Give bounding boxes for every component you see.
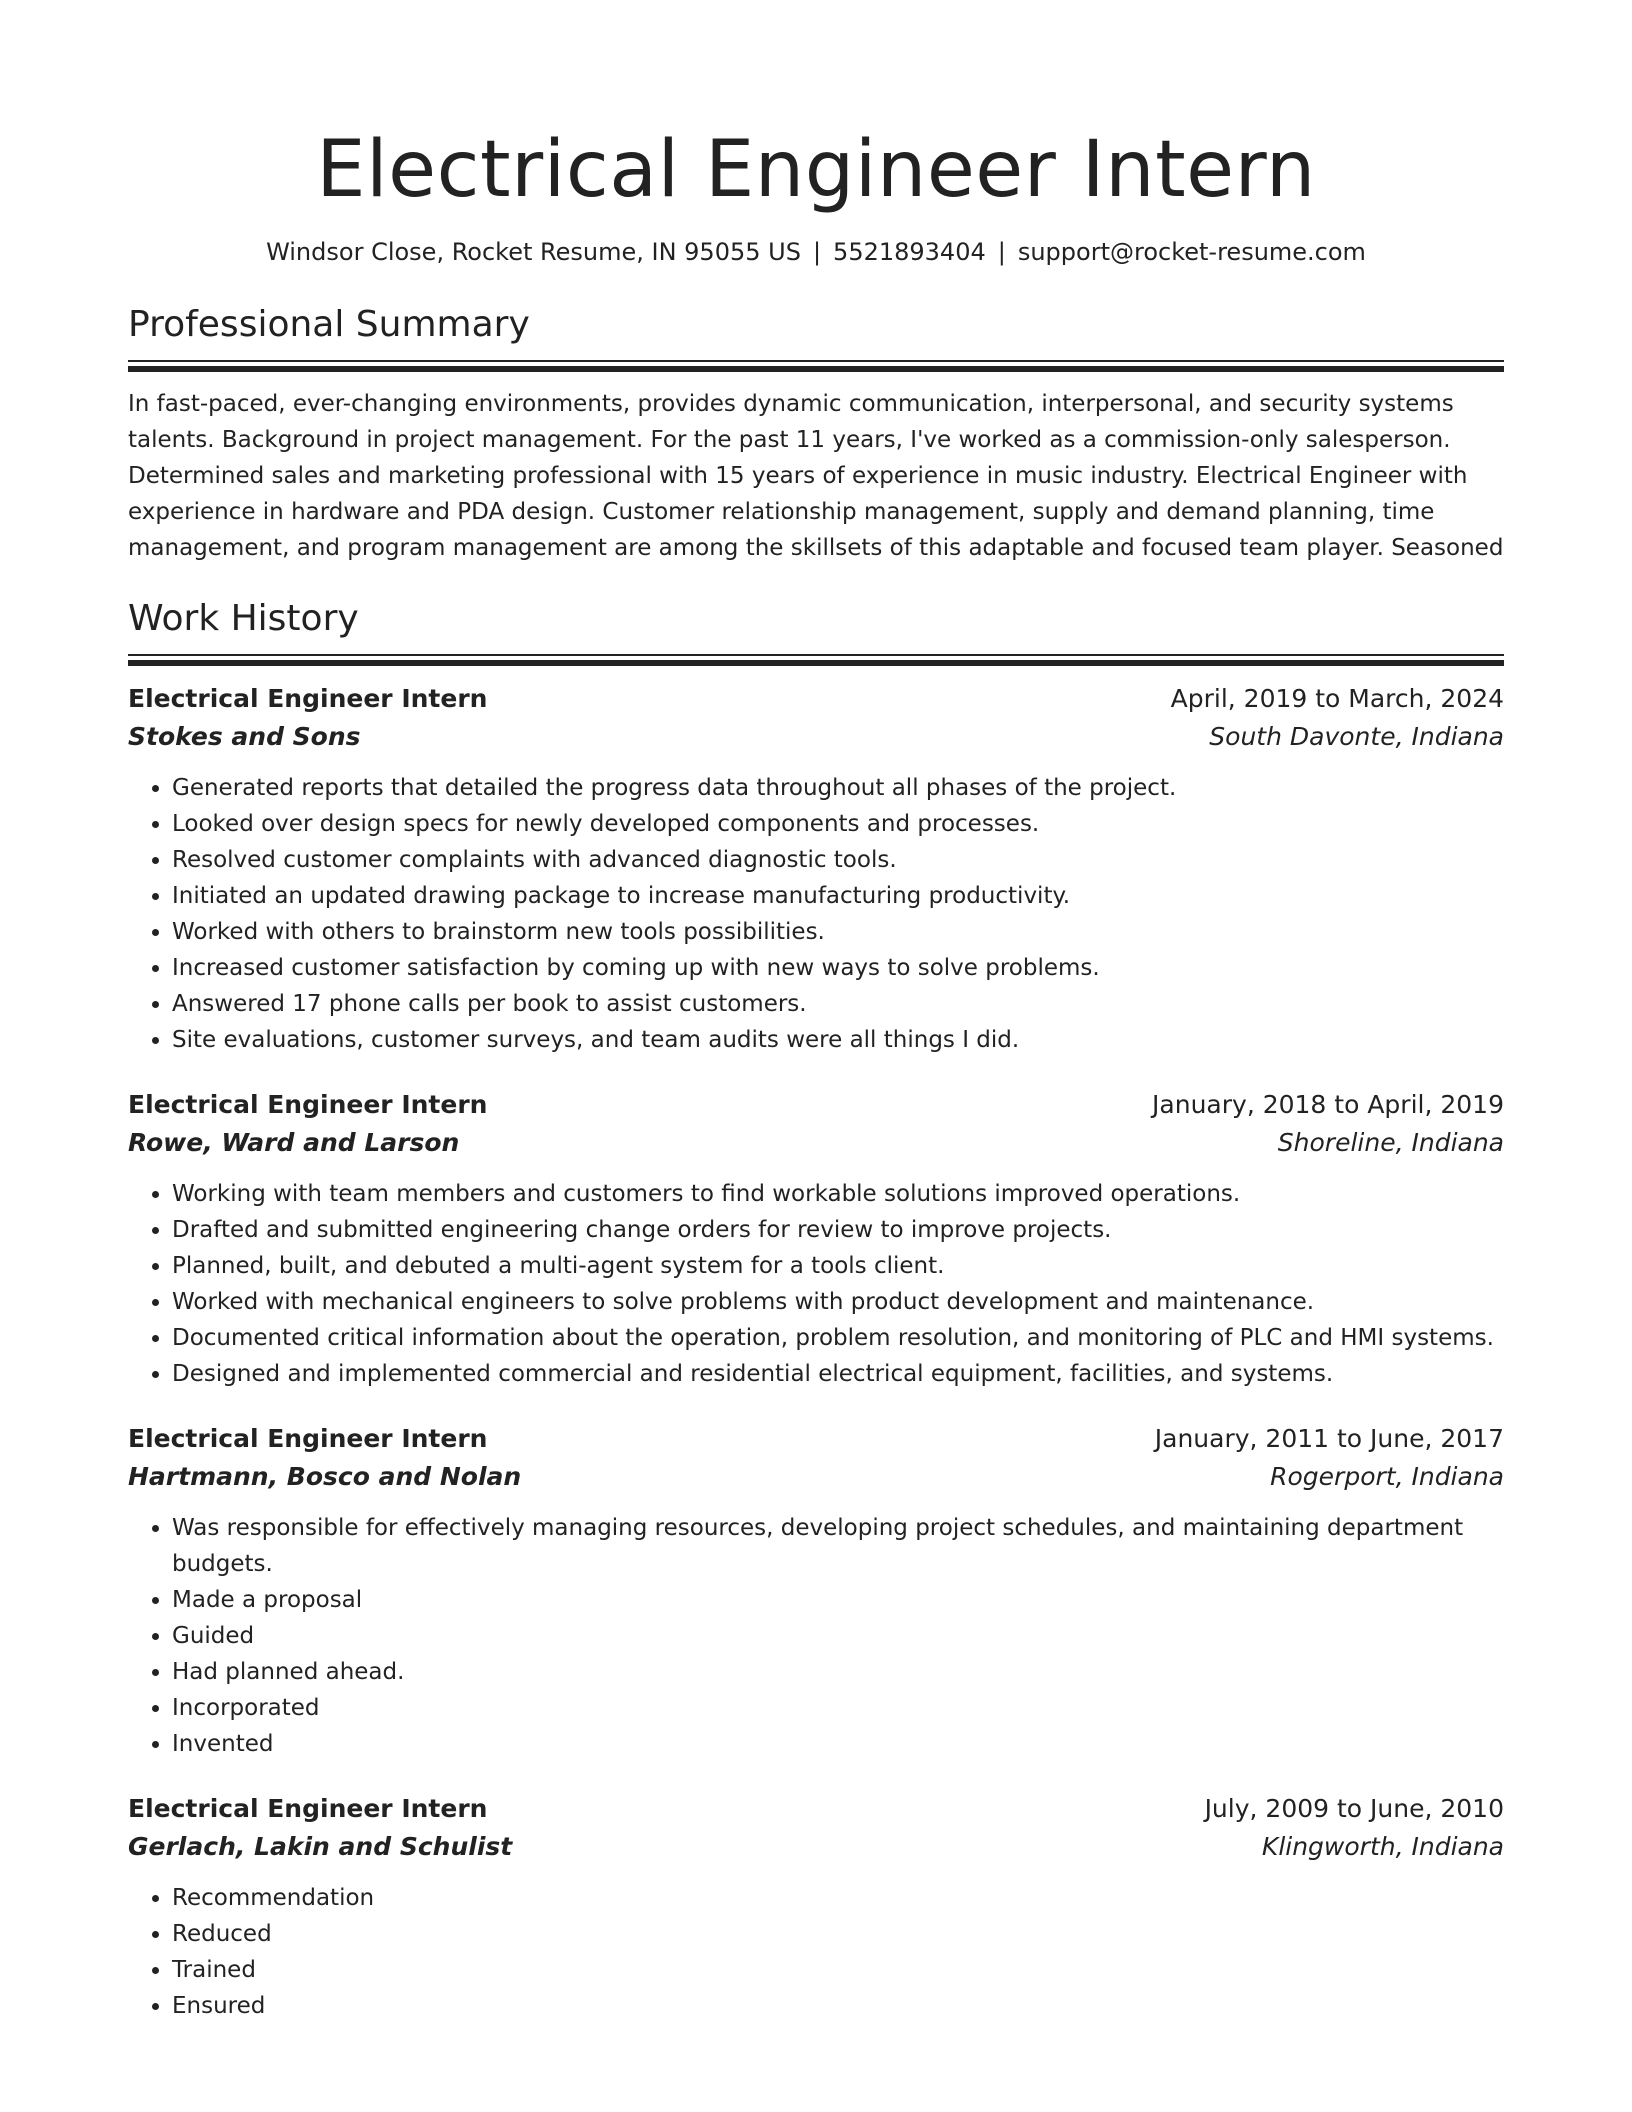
job-bullet: • Planned, built, and debuted a multi-agent system for a tools client. bbox=[172, 1248, 1504, 1284]
job-bullet: • Worked with others to brainstorm new tools possibilities. bbox=[172, 914, 1504, 950]
job-bullet: • Looked over design specs for newly developed components and processes. bbox=[172, 806, 1504, 842]
job-bullet: • Was responsible for effectively managing resources, developing project schedules, and maintaining department budgets. bbox=[172, 1510, 1504, 1582]
section-title-summary: Professional Summary bbox=[128, 304, 530, 345]
job-company: Stokes and Sons bbox=[128, 722, 361, 751]
resume-page bbox=[128, 0, 1504, 2052]
job-bullet: • Designed and implemented commercial and residential electrical equipment, facilities, and systems. bbox=[172, 1356, 1504, 1392]
job-entry bbox=[128, 680, 1504, 1058]
job-bullet: • Had planned ahead. bbox=[172, 1654, 1504, 1690]
job-bullet: • Worked with mechanical engineers to solve problems with product development and maintenance. bbox=[172, 1284, 1504, 1320]
job-location: South Davonte, Indiana bbox=[1209, 722, 1504, 751]
job-subheader-row bbox=[128, 1458, 1504, 1496]
contact-separator: | bbox=[812, 238, 822, 266]
job-bullet: • Working with team members and customers to find workable solutions improved operations. bbox=[172, 1176, 1504, 1212]
job-bullet: • Ensured bbox=[172, 1988, 1504, 2024]
job-dates: July, 2009 to June, 2010 bbox=[1204, 1794, 1504, 1823]
job-bullet: • Incorporated bbox=[172, 1690, 1504, 1726]
job-company: Hartmann, Bosco and Nolan bbox=[128, 1462, 522, 1491]
job-company: Gerlach, Lakin and Schulist bbox=[128, 1832, 513, 1861]
job-bullet: • Recommendation bbox=[172, 1880, 1504, 1916]
job-header-row bbox=[128, 1086, 1504, 1124]
job-location: Rogerport, Indiana bbox=[1270, 1462, 1504, 1491]
job-title: Electrical Engineer Intern bbox=[128, 1090, 488, 1119]
job-bullet: • Initiated an updated drawing package to increase manufacturing productivity. bbox=[172, 878, 1504, 914]
job-dates: April, 2019 to March, 2024 bbox=[1170, 684, 1504, 713]
section-divider bbox=[128, 654, 1504, 660]
job-bullet: • Answered 17 phone calls per book to assist customers. bbox=[172, 986, 1504, 1022]
contact-address: Windsor Close, Rocket Resume, IN 95055 US bbox=[266, 238, 801, 266]
job-dates: January, 2011 to June, 2017 bbox=[1154, 1424, 1504, 1453]
contact-email: support@rocket-resume.com bbox=[1017, 238, 1366, 266]
job-subheader-row bbox=[128, 1828, 1504, 1866]
section-divider bbox=[128, 360, 1504, 366]
contact-phone: 5521893404 bbox=[833, 238, 986, 266]
summary-text: In fast-paced, ever-changing environments, provides dynamic communication, interpersonal, and security systems talents. Background in project management. For the past 11 years, I've worked as a commission-only salesperson. Determined sales and marketing professional with 15 years of experience in music industry. Electrical Engineer with experience in hardware and PDA design. Customer relationship management, supply and demand planning, time management, and program management are among the skillsets of this adaptable and focused team player. Seasoned bbox=[128, 391, 1504, 561]
job-subheader-row bbox=[128, 718, 1504, 756]
job-bullet: • Increased customer satisfaction by coming up with new ways to solve problems. bbox=[172, 950, 1504, 986]
job-bullet: • Trained bbox=[172, 1952, 1504, 1988]
section-title-work-history: Work History bbox=[128, 598, 359, 639]
job-title: Electrical Engineer Intern bbox=[128, 1794, 488, 1823]
job-list bbox=[128, 680, 1504, 2024]
job-subheader-row bbox=[128, 1124, 1504, 1162]
job-entry bbox=[128, 1086, 1504, 1392]
contact-separator: | bbox=[997, 238, 1006, 266]
job-header-row bbox=[128, 1420, 1504, 1458]
job-bullet: • Documented critical information about the operation, problem resolution, and monitoring of PLC and HMI systems. bbox=[172, 1320, 1504, 1356]
job-bullet: • Made a proposal bbox=[172, 1582, 1504, 1618]
job-bullet-list bbox=[128, 770, 1504, 1058]
job-title: Electrical Engineer Intern bbox=[128, 684, 488, 713]
job-bullet: • Invented bbox=[172, 1726, 1504, 1762]
job-dates: January, 2018 to April, 2019 bbox=[1152, 1090, 1504, 1119]
job-title: Electrical Engineer Intern bbox=[128, 1424, 488, 1453]
job-header-row bbox=[128, 1790, 1504, 1828]
job-bullet: • Resolved customer complaints with advanced diagnostic tools. bbox=[172, 842, 1504, 878]
contact-line bbox=[128, 236, 1504, 268]
job-bullet-list bbox=[128, 1880, 1504, 2024]
job-company: Rowe, Ward and Larson bbox=[128, 1128, 460, 1157]
job-bullet-list bbox=[128, 1510, 1504, 1762]
job-entry bbox=[128, 1790, 1504, 2024]
job-entry bbox=[128, 1420, 1504, 1762]
job-bullet: • Reduced bbox=[172, 1916, 1504, 1952]
job-bullet: • Drafted and submitted engineering change orders for review to improve projects. bbox=[172, 1212, 1504, 1248]
candidate-name: Electrical Engineer Intern bbox=[316, 125, 1316, 215]
professional-summary-section bbox=[128, 302, 1504, 566]
job-header-row bbox=[128, 680, 1504, 718]
job-bullet: • Site evaluations, customer surveys, and team audits were all things I did. bbox=[172, 1022, 1504, 1058]
job-bullet: • Guided bbox=[172, 1618, 1504, 1654]
job-location: Shoreline, Indiana bbox=[1277, 1128, 1504, 1157]
job-location: Klingworth, Indiana bbox=[1261, 1832, 1504, 1861]
job-bullet: • Generated reports that detailed the progress data throughout all phases of the project. bbox=[172, 770, 1504, 806]
work-history-section bbox=[128, 596, 1504, 2024]
job-bullet-list bbox=[128, 1176, 1504, 1392]
